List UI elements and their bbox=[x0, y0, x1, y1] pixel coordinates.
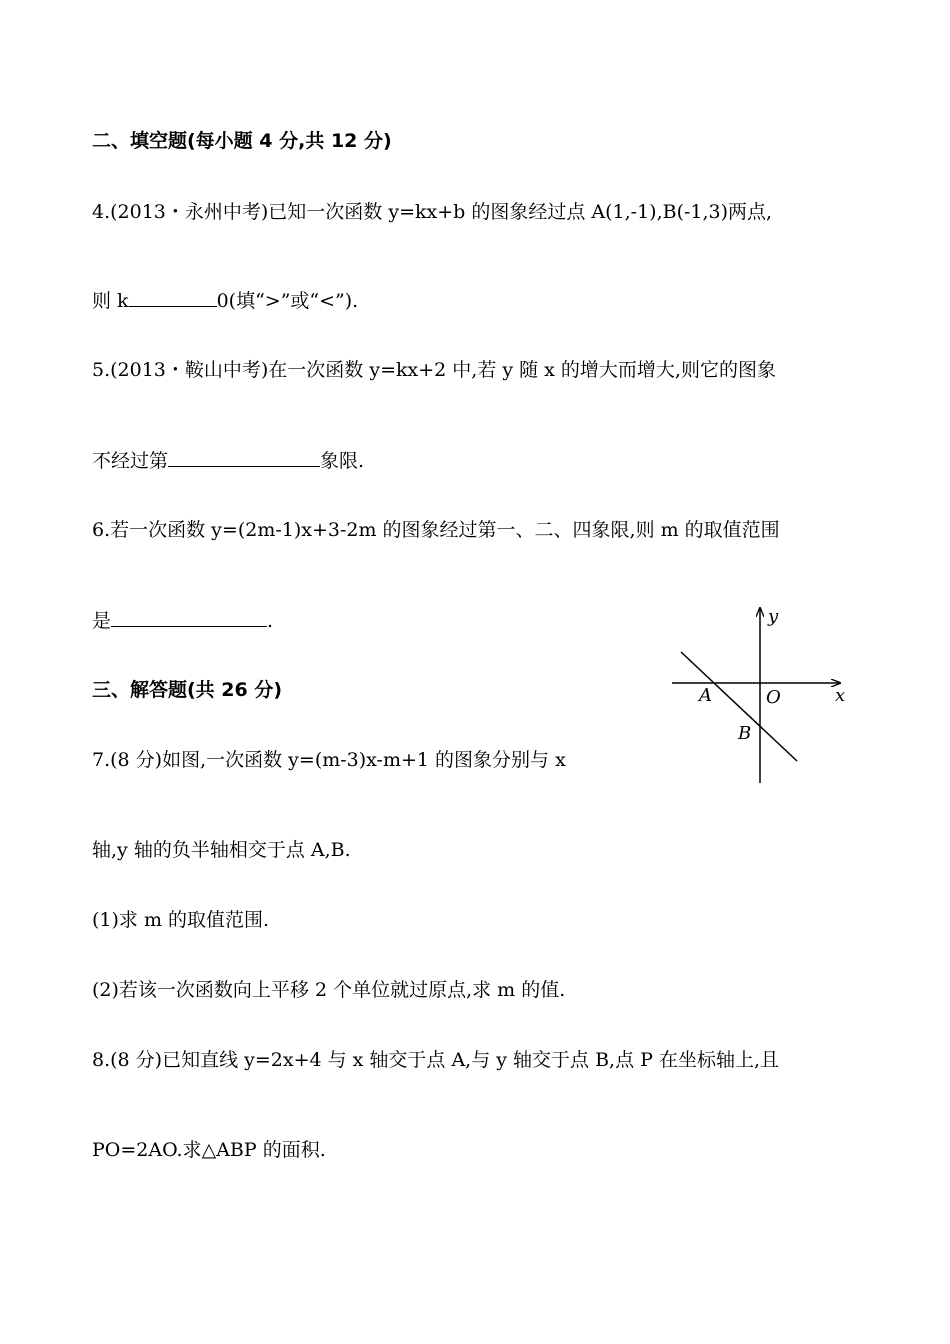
question-5-suffix: 象限. bbox=[320, 450, 365, 472]
answer-blank-6[interactable] bbox=[111, 608, 267, 627]
question-7-part-2: (2)若该一次函数向上平移 2 个单位就过原点,求 m 的值. bbox=[92, 979, 566, 1001]
x-axis-label: x bbox=[835, 685, 846, 706]
question-4-suffix: 0(填“>”或“<”). bbox=[216, 290, 359, 312]
answer-blank-5[interactable] bbox=[168, 448, 320, 467]
question-7-line-2: 轴,y 轴的负半轴相交于点 A,B. bbox=[92, 839, 351, 861]
point-a-label: A bbox=[699, 685, 712, 706]
question-5-line-2 bbox=[92, 448, 364, 473]
question-5-line-1: 5.(2013・鞍山中考)在一次函数 y=kx+2 中,若 y 随 x 的增大而增大,则它的图象 bbox=[92, 359, 776, 381]
y-axis-label: y bbox=[768, 606, 779, 627]
question-6-line-2 bbox=[92, 608, 273, 633]
answer-blank-4[interactable] bbox=[129, 288, 217, 307]
question-6-suffix: . bbox=[267, 610, 274, 632]
point-b-label: B bbox=[738, 723, 752, 744]
section3-title: 三、解答题(共 26 分) bbox=[92, 679, 283, 701]
section2-title: 二、填空题(每小题 4 分,共 12 分) bbox=[92, 130, 392, 152]
question-7-part-1: (1)求 m 的取值范围. bbox=[92, 909, 270, 931]
origin-label: O bbox=[766, 687, 781, 708]
question-7-line-1: 7.(8 分)如图,一次函数 y=(m-3)x-m+1 的图象分别与 x bbox=[92, 749, 566, 771]
question-4-line-2 bbox=[92, 288, 358, 313]
coordinate-figure bbox=[660, 600, 860, 790]
question-6-prefix: 是 bbox=[92, 610, 112, 632]
question-8-line-1: 8.(8 分)已知直线 y=2x+4 与 x 轴交于点 A,与 y 轴交于点 B,点 P 在坐标轴上,且 bbox=[92, 1049, 779, 1071]
question-6-line-1: 6.若一次函数 y=(2m-1)x+3-2m 的图象经过第一、二、四象限,则 m 的取值范围 bbox=[92, 519, 780, 541]
question-8-line-2: PO=2AO.求△ABP 的面积. bbox=[92, 1139, 326, 1161]
question-4-line-1: 4.(2013・永州中考)已知一次函数 y=kx+b 的图象经过点 A(1,-1),B(-1,3)两点, bbox=[92, 201, 773, 223]
question-4-prefix: 则 k bbox=[92, 290, 129, 312]
question-5-prefix: 不经过第 bbox=[92, 450, 169, 472]
